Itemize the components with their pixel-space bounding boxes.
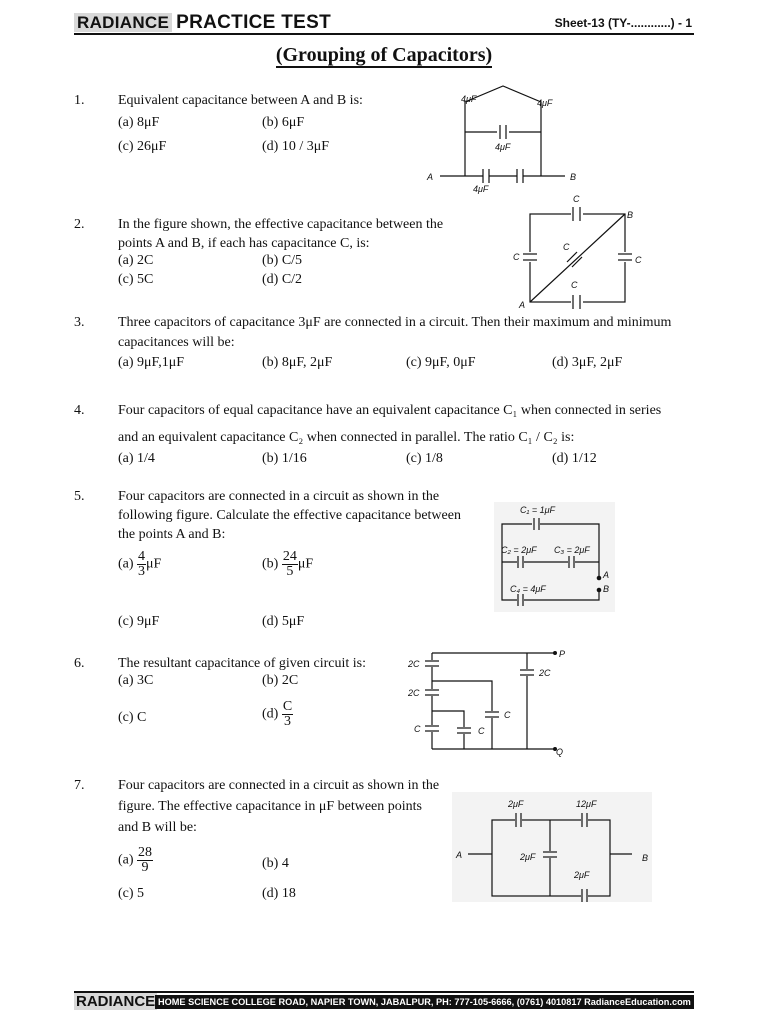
q7-number: 7. bbox=[74, 778, 85, 793]
q4-text-line2: and an equivalent capacitance C₂ when connected in parallel. The ratio C₁ / C₂ is: bbox=[118, 430, 575, 445]
q2-label-a: A bbox=[519, 300, 526, 310]
q6-option-c: (c) C bbox=[118, 710, 147, 725]
q2-option-a: (a) 2C bbox=[118, 253, 154, 268]
q7-option-a: (a) $\frac{28}{9}$ bbox=[118, 845, 153, 875]
q7-label-top-left: 2μF bbox=[508, 799, 524, 809]
q3-option-a: (a) 9μF,1μF bbox=[118, 355, 185, 370]
q6-label-c-a: C bbox=[504, 710, 511, 720]
q7-text-line1: Four capacitors are connected in a circuit as shown in the bbox=[118, 778, 440, 793]
q5-label-a: A bbox=[603, 570, 610, 580]
q2-label-b: B bbox=[627, 210, 634, 220]
q6-label-c-c: C bbox=[414, 724, 421, 734]
q6-option-b: (b) 2C bbox=[262, 673, 299, 688]
q1-label-top-right: 4μF bbox=[537, 98, 553, 108]
q5-option-b: (b) $\frac{24}{5}$ μF bbox=[262, 549, 314, 579]
q1-label-top-left: 4μF bbox=[461, 94, 477, 104]
q6-circuit-diagram bbox=[400, 645, 575, 757]
q1-option-d: (d) 10 / 3μF bbox=[262, 139, 330, 154]
q1-label-b: B bbox=[570, 172, 577, 182]
q4-option-b: (b) 1/16 bbox=[262, 451, 307, 466]
q7-option-b: (b) 4 bbox=[262, 856, 289, 871]
q1-text: Equivalent capacitance between A and B is: bbox=[118, 93, 363, 108]
q4-text-line1: Four capacitors of equal capacitance have an equivalent capacitance C₁ when connected in series bbox=[118, 403, 662, 418]
q2-circuit-diagram bbox=[505, 190, 650, 310]
q1-circuit-diagram bbox=[425, 82, 595, 197]
footer-address: HOME SCIENCE COLLEGE ROAD, NAPIER TOWN, JABALPUR, PH: 777-105-6666, (0761) 4010817 RadianceEducation.com bbox=[155, 995, 694, 1009]
q5-label-b: B bbox=[603, 584, 610, 594]
q1-label-middle: 4μF bbox=[495, 142, 511, 152]
q4-option-a: (a) 1/4 bbox=[118, 451, 155, 466]
sheet-number: Sheet-13 (TY-............) - 1 bbox=[554, 16, 692, 30]
q7-label-bottom: 2μF bbox=[574, 870, 590, 880]
q2-option-b: (b) C/5 bbox=[262, 253, 303, 268]
header-brand bbox=[74, 12, 331, 34]
q5-label-c1: C₁ = 1μF bbox=[520, 505, 556, 515]
q2-label-c-diag: C bbox=[563, 242, 570, 252]
q5-option-c: (c) 9μF bbox=[118, 614, 160, 629]
q2-option-c: (c) 5C bbox=[118, 272, 154, 287]
q7-label-b: B bbox=[642, 853, 649, 863]
q7-text-line2: figure. The effective capacitance in μF between points bbox=[118, 799, 422, 814]
q7-label-top-right: 12μF bbox=[576, 799, 597, 809]
q1-label-bottom-left: 4μF bbox=[473, 184, 489, 194]
q6-label-2c-left1: 2C bbox=[408, 659, 420, 669]
q3-option-d: (d) 3μF, 2μF bbox=[552, 355, 623, 370]
q7-label-a: A bbox=[456, 850, 463, 860]
brand-logo: RADIANCE bbox=[74, 13, 172, 32]
test-title: PRACTICE TEST bbox=[176, 12, 331, 33]
page-title: (Grouping of Capacitors) bbox=[275, 44, 493, 66]
q5-text-line1: Four capacitors are connected in a circuit as shown in the bbox=[118, 489, 440, 504]
q7-label-middle: 2μF bbox=[520, 852, 536, 862]
header-divider bbox=[74, 33, 694, 35]
q5-text-line2: following figure. Calculate the effective capacitance between bbox=[118, 508, 461, 523]
q6-label-p: P bbox=[559, 649, 566, 659]
q6-number: 6. bbox=[74, 656, 85, 671]
q7-text-line3: and B will be: bbox=[118, 820, 197, 835]
q5-option-d: (d) 5μF bbox=[262, 614, 305, 629]
q2-label-c-right: C bbox=[635, 255, 642, 265]
q2-option-d: (d) C/2 bbox=[262, 272, 303, 287]
q1-option-b: (b) 6μF bbox=[262, 115, 305, 130]
q2-label-c-bottom: C bbox=[571, 280, 578, 290]
q4-option-d: (d) 1/12 bbox=[552, 451, 597, 466]
q3-number: 3. bbox=[74, 315, 85, 330]
q1-option-a: (a) 8μF bbox=[118, 115, 160, 130]
q7-option-c: (c) 5 bbox=[118, 886, 145, 901]
q2-text-line1: In the figure shown, the effective capacitance between the bbox=[118, 217, 444, 232]
q5-text-line3: the points A and B: bbox=[118, 527, 226, 542]
q2-label-c-left: C bbox=[513, 252, 520, 262]
q6-label-2c-left2: 2C bbox=[408, 688, 420, 698]
q3-option-c: (c) 9μF, 0μF bbox=[406, 355, 476, 370]
q1-option-c: (c) 26μF bbox=[118, 139, 167, 154]
q5-option-a: (a) $\frac{4}{3}$ μF bbox=[118, 549, 162, 579]
q5-label-c3: C₃ = 2μF bbox=[554, 545, 590, 555]
q2-number: 2. bbox=[74, 217, 85, 232]
q1-label-a: A bbox=[427, 172, 434, 182]
q5-label-c4: C₄ = 4μF bbox=[510, 584, 546, 594]
q5-circuit-diagram bbox=[492, 500, 617, 615]
q3-text-line1: Three capacitors of capacitance 3μF are connected in a circuit. Then their maximum and minimum bbox=[118, 315, 672, 330]
q1-number: 1. bbox=[74, 93, 85, 108]
q6-option-d: (d) $\frac{C}{3}$ bbox=[262, 699, 293, 729]
q6-text: The resultant capacitance of given circuit is: bbox=[118, 656, 367, 671]
q4-option-c: (c) 1/8 bbox=[406, 451, 443, 466]
q7-circuit-diagram bbox=[452, 792, 652, 902]
footer-brand: RADIANCE bbox=[76, 993, 156, 1010]
q3-text-line2: capacitances will be: bbox=[118, 335, 235, 350]
q5-label-c2: C₂ = 2μF bbox=[501, 545, 537, 555]
q5-number: 5. bbox=[74, 489, 85, 504]
q6-label-c-b: C bbox=[478, 726, 485, 736]
q3-option-b: (b) 8μF, 2μF bbox=[262, 355, 333, 370]
q4-number: 4. bbox=[74, 403, 85, 418]
q6-label-2c-right: 2C bbox=[539, 668, 551, 678]
q2-text-line2: points A and B, if each has capacitance C, is: bbox=[118, 236, 370, 251]
q2-label-c-top: C bbox=[573, 194, 580, 204]
q6-option-a: (a) 3C bbox=[118, 673, 154, 688]
q7-option-d: (d) 18 bbox=[262, 886, 296, 901]
q6-label-q: Q bbox=[556, 747, 564, 757]
